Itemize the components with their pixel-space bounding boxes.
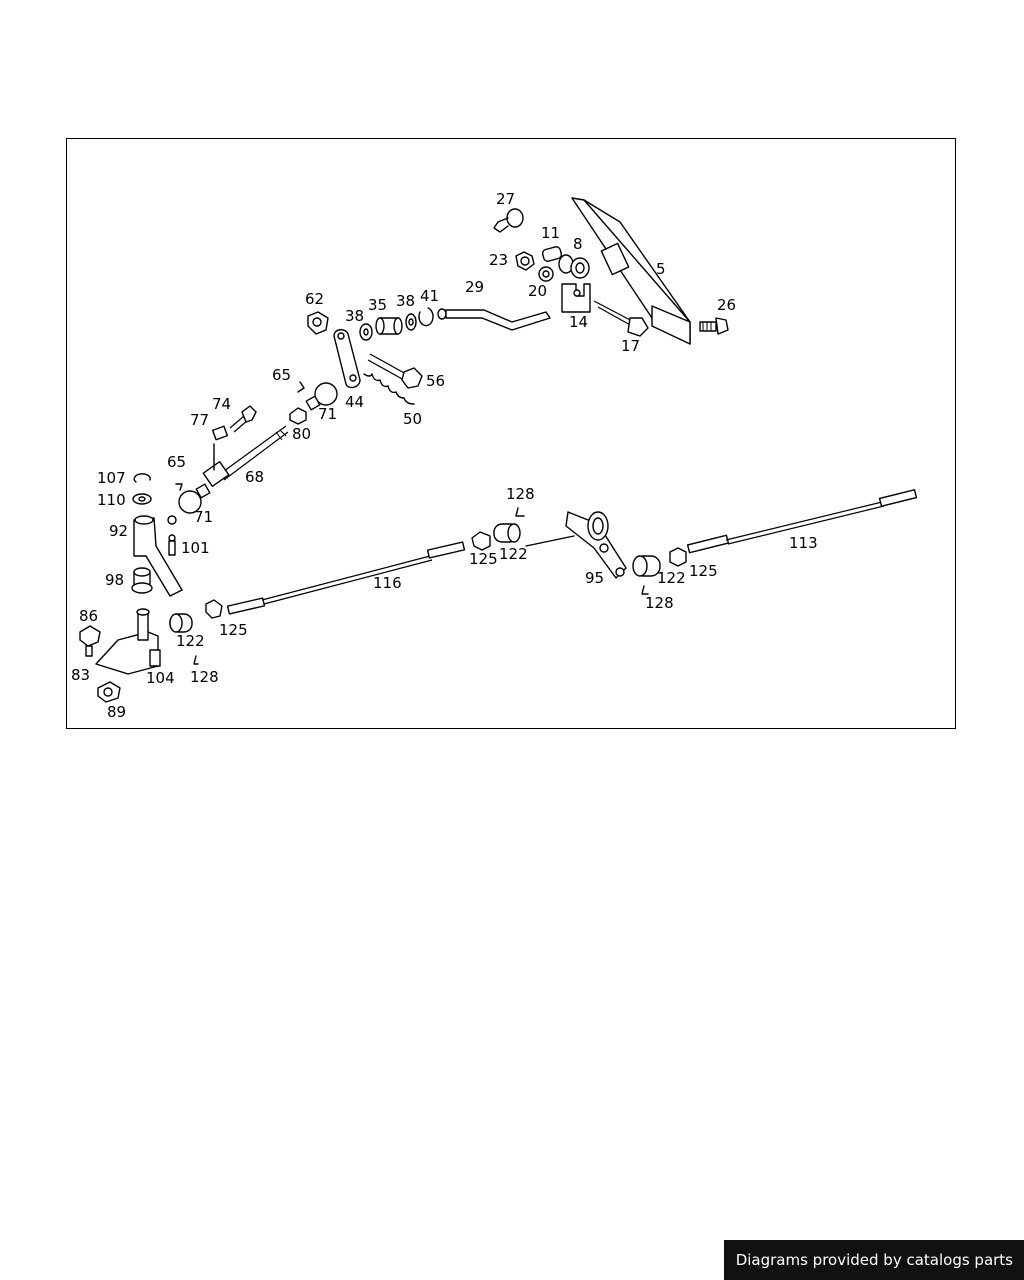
lever-95-drawing [526, 512, 626, 578]
bushing-8-drawing [559, 255, 589, 278]
clip-65a-drawing [298, 382, 304, 392]
label-23: 23 [489, 251, 509, 269]
label-44: 44 [345, 393, 365, 411]
label-62: 62 [305, 290, 325, 308]
label-35: 35 [368, 296, 388, 314]
shaft-29-drawing [438, 309, 550, 330]
label-89: 89 [107, 703, 127, 721]
label-77: 77 [190, 411, 210, 429]
label-65b: 65 [167, 453, 187, 471]
bracket-14-drawing [562, 284, 590, 312]
label-128c: 128 [645, 594, 674, 612]
nut-23-drawing [516, 252, 534, 270]
clip-65b-drawing [176, 484, 182, 490]
label-107: 107 [97, 469, 126, 487]
washer-110-drawing [133, 494, 151, 504]
washer-20-drawing [539, 267, 553, 281]
bolt-56-drawing [368, 354, 422, 388]
label-95: 95 [585, 569, 605, 587]
label-26: 26 [717, 296, 737, 314]
bushing-35-drawing [376, 318, 402, 334]
bracket-83-drawing [96, 609, 158, 674]
label-50: 50 [403, 410, 423, 428]
balljoint-122a-drawing [170, 614, 192, 632]
label-71a: 71 [318, 405, 338, 423]
label-98: 98 [105, 571, 125, 589]
nut-89-drawing [98, 682, 120, 702]
label-8: 8 [573, 235, 583, 253]
nut-125c-drawing [670, 548, 686, 566]
lever-44-drawing [334, 330, 360, 388]
label-56: 56 [426, 372, 446, 390]
label-122b: 122 [499, 545, 528, 563]
label-125b: 125 [469, 550, 498, 568]
label-65a: 65 [272, 366, 292, 384]
clip-128c-drawing [642, 586, 648, 594]
label-125c: 125 [689, 562, 718, 580]
credit-banner: Diagrams provided by catalogs parts [724, 1240, 1024, 1280]
washer-38a-drawing [360, 324, 372, 340]
label-110: 110 [97, 491, 126, 509]
bolt-86-drawing [80, 626, 100, 656]
nut-80-drawing [290, 408, 306, 424]
label-71b: 71 [194, 508, 214, 526]
clip-128a-drawing [194, 656, 198, 664]
label-11: 11 [541, 224, 561, 242]
clip-27-drawing [494, 209, 523, 232]
balljoint-122c-drawing [633, 556, 660, 576]
label-101: 101 [181, 539, 210, 557]
clip-128b-drawing [516, 508, 524, 516]
pin-101-drawing [168, 516, 176, 555]
part-labels [71, 190, 818, 721]
bolt-74-drawing [230, 406, 256, 432]
label-68: 68 [245, 468, 265, 486]
nut-62-drawing [308, 312, 328, 334]
label-128b: 128 [506, 485, 535, 503]
clip-107-drawing [134, 474, 150, 482]
rod-116-drawing [228, 542, 465, 614]
grommet-98-drawing [132, 568, 152, 593]
label-128a: 128 [190, 668, 219, 686]
label-27: 27 [496, 190, 516, 208]
clip-41-drawing [419, 308, 433, 326]
label-92: 92 [109, 522, 129, 540]
label-38b: 38 [396, 292, 416, 310]
label-125a: 125 [219, 621, 248, 639]
nut-125a-drawing [206, 600, 222, 618]
balljoint-122b-drawing [494, 524, 520, 542]
label-122c: 122 [657, 569, 686, 587]
label-104: 104 [146, 669, 175, 687]
label-74: 74 [212, 395, 232, 413]
label-38a: 38 [345, 307, 365, 325]
label-116: 116 [373, 574, 402, 592]
label-20: 20 [528, 282, 548, 300]
label-122a: 122 [176, 632, 205, 650]
nut-125b-drawing [472, 532, 490, 550]
clip-77-drawing [213, 426, 228, 440]
label-41: 41 [420, 287, 440, 305]
label-80: 80 [292, 425, 312, 443]
label-17: 17 [621, 337, 641, 355]
label-86: 86 [79, 607, 99, 625]
label-5: 5 [656, 260, 666, 278]
label-29: 29 [465, 278, 485, 296]
washer-38b-drawing [406, 314, 416, 330]
label-83: 83 [71, 666, 91, 684]
bolt-17-drawing [594, 301, 648, 336]
bolt-26-drawing [700, 318, 728, 334]
label-113: 113 [789, 534, 818, 552]
label-14: 14 [569, 313, 589, 331]
sleeve-104-drawing [150, 650, 160, 666]
